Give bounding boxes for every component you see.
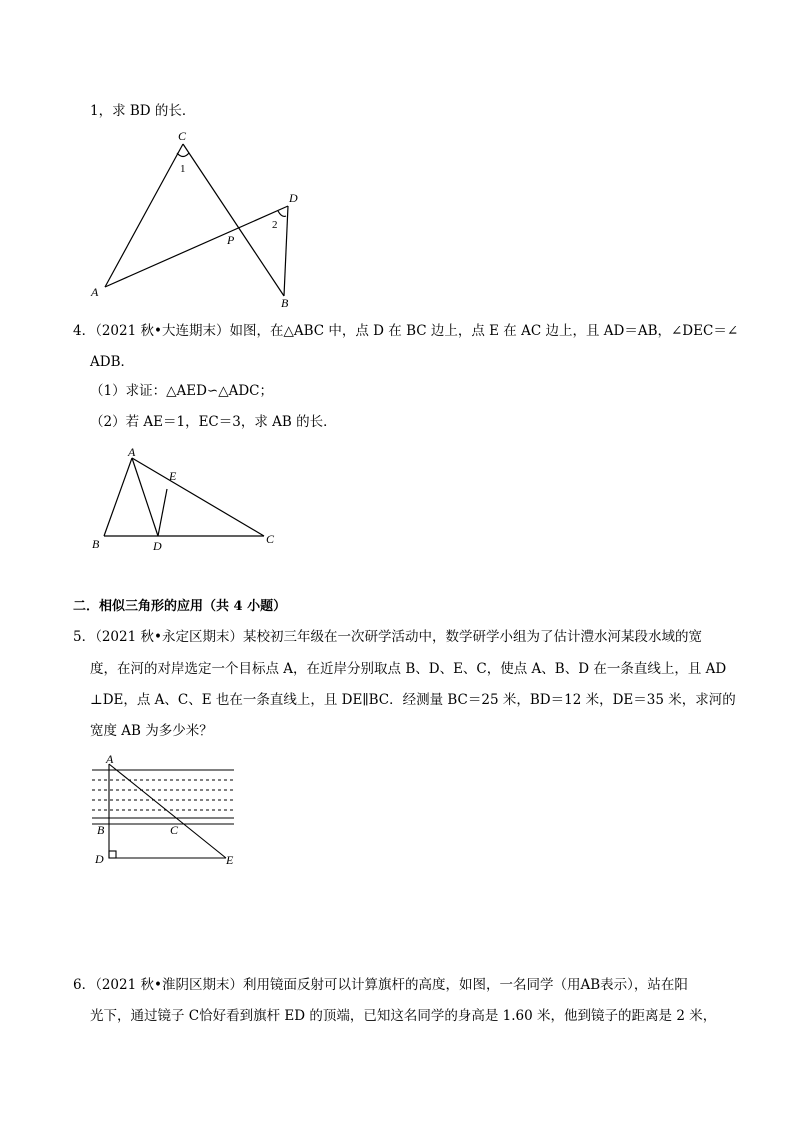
label-angle-2: 2 xyxy=(272,219,278,231)
q6-line2: 光下，通过镜子 C恰好看到旗杆 ED 的顶端，已知这名同学的身高是 1.60 米，他到镜子的距离是 2 米， xyxy=(90,1008,717,1024)
section-2-heading: 二．相似三角形的应用（共 4 小题） xyxy=(73,599,287,614)
segment-ac xyxy=(132,458,264,536)
label-e: E xyxy=(169,469,177,483)
water-dashed-lines xyxy=(92,780,234,810)
q4-line2: ADB． xyxy=(90,354,134,370)
label-b: B xyxy=(97,823,105,837)
segment-ae xyxy=(109,764,226,858)
q5-line1: 5．（2021 秋•永定区期末）某校初三年级在一次研学活动中，数学研学小组为了估计澧水河某段水域的宽 xyxy=(73,629,702,645)
label-d: D xyxy=(95,852,104,866)
figure-2-triangle xyxy=(88,446,288,556)
angle-2-arc xyxy=(278,211,286,216)
segment-ac xyxy=(105,144,183,287)
segment-ab xyxy=(104,458,132,536)
q5-line2: 度，在河的对岸选定一个目标点 A，在近岸分别取点 B、D、E、C，使点 A、B、D 在一条直线上，且 AD xyxy=(90,661,727,677)
figure-1-triangles xyxy=(85,128,315,313)
label-angle-1: 1 xyxy=(180,163,186,175)
label-c: C xyxy=(178,129,187,143)
segment-ad xyxy=(132,458,158,536)
label-d: D xyxy=(153,539,162,553)
segment-db xyxy=(284,206,288,296)
q4-part1: （1）求证：△AED∽△ADC； xyxy=(90,383,273,399)
label-a: A xyxy=(128,446,136,459)
label-b: B xyxy=(92,537,100,551)
label-c: C xyxy=(266,532,275,546)
label-d: D xyxy=(289,191,298,205)
segment-cb xyxy=(183,144,284,296)
label-e: E xyxy=(226,853,234,867)
label-c: C xyxy=(170,823,179,837)
q5-line3: ⊥DE，点 A、C、E 也在一条直线上，且 DE∥BC．经测量 BC＝25 米，BD＝12 米，DE＝35 米，求河的 xyxy=(90,692,736,708)
q3-tail-text: 1，求 BD 的长． xyxy=(90,103,196,119)
label-a: A xyxy=(106,752,114,766)
label-b: B xyxy=(281,296,289,310)
segment-de xyxy=(158,489,167,536)
label-p: P xyxy=(227,233,235,247)
right-angle-mark xyxy=(109,851,116,858)
q4-part2: （2）若 AE＝1，EC＝3，求 AB 的长． xyxy=(90,414,337,430)
q5-line4: 宽度 AB 为多少米？ xyxy=(90,723,213,739)
q4-line1: 4．（2021 秋•大连期末）如图，在△ABC 中，点 D 在 BC 边上，点 E 在 AC 边上，且 AD＝AB，∠DEC＝∠ xyxy=(73,323,739,339)
label-a: A xyxy=(91,285,99,299)
segment-ad xyxy=(105,206,288,287)
angle-1-arc xyxy=(177,153,189,157)
figure-3-river xyxy=(88,752,248,872)
q6-line1: 6．（2021 秋•淮阴区期末）利用镜面反射可以计算旗杆的高度，如图，一名同学（用AB表示），站在阳 xyxy=(73,977,688,993)
